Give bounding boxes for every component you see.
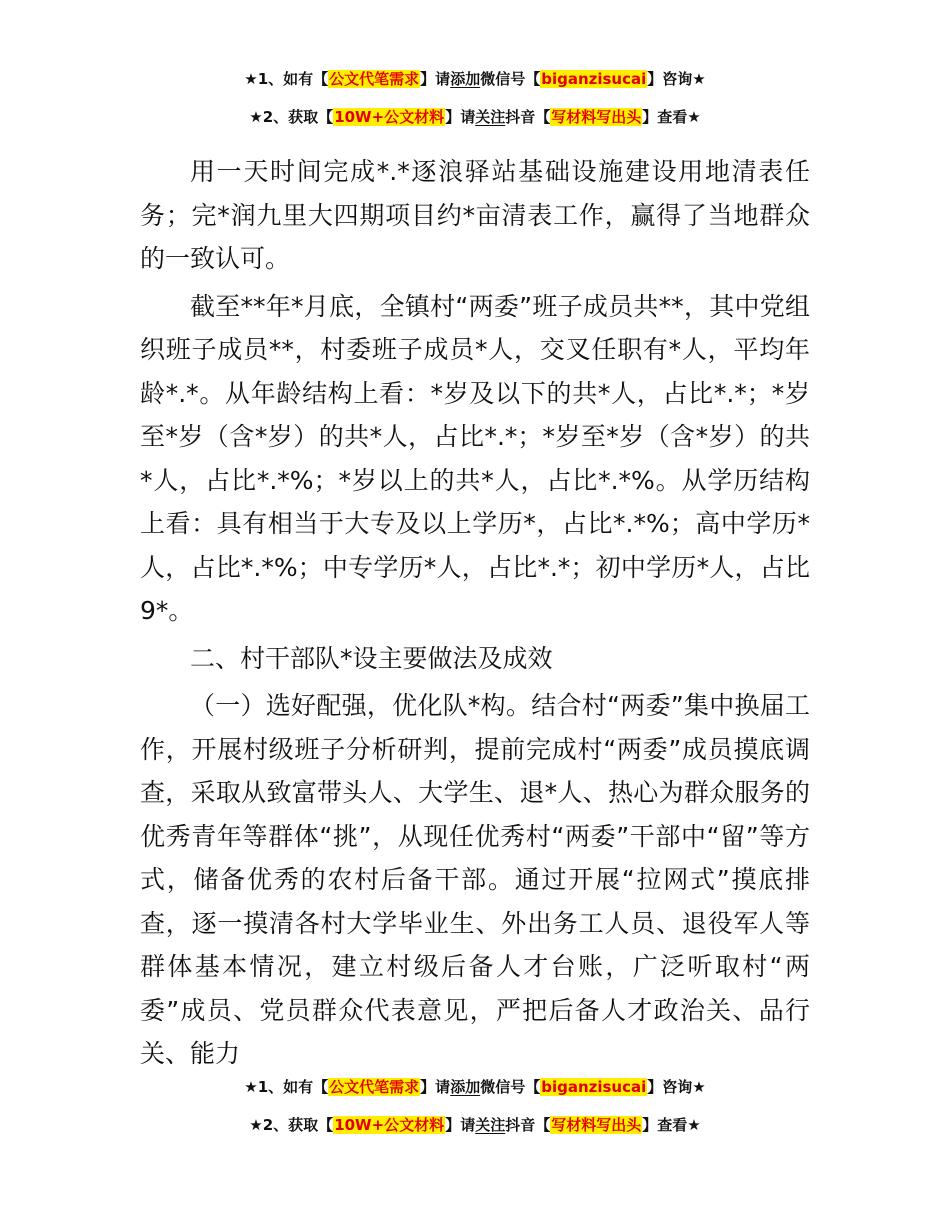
section-heading: 二、村干部队*设主要做法及成效 <box>190 643 553 673</box>
banner-emphasis: 添加 <box>450 70 481 88</box>
document-body <box>140 150 810 1080</box>
body-paragraph: （一）选好配强，优化队*构。结合村“两委”集中换届工作，开展村级班子分析研判，提前完成村“两委”成员摸底调查，采取从致富带头人、大学生、退*人、热心为群众服务的优秀青年等群体“挑”，从现任优秀村“两委”干部中“留”等方式，储备优秀的农村后备干部。通过开展“拉网式”摸底排查，逐一摸清各村大学毕业生、外出务工人员、退役军人等群体基本情况，建立村级后备人才台账，广泛听取村“两委”成员、党员群众代表意见，严把后备人才政治关、品行关、能力 <box>140 691 810 1068</box>
banner-suffix: 】咨询★ <box>647 70 706 88</box>
banner-highlight: 写材料写出头 <box>551 108 642 126</box>
banner-highlight: 公文代笔需求 <box>329 70 420 88</box>
banner-prefix: ★2、获取【 <box>249 1116 334 1134</box>
banner-highlight: biganzisucai <box>541 1078 647 1096</box>
banner-highlight: 写材料写出头 <box>551 1116 642 1134</box>
body-paragraph: 用一天时间完成*.*逐浪驿站基础设施建设用地清表任务；完*润九里大四期项目约*亩清表工作，赢得了当地群众的一致认可。 <box>140 157 810 273</box>
banner-text: 】请 <box>420 70 451 88</box>
banner-emphasis: 关注 <box>475 108 506 126</box>
banner-prefix: ★1、如有【 <box>244 70 329 88</box>
header-banner-line-1 <box>0 68 950 90</box>
banner-prefix: ★1、如有【 <box>244 1078 329 1096</box>
banner-text: 抖音【 <box>505 108 551 126</box>
banner-text: 微信号【 <box>480 1078 541 1096</box>
banner-highlight: 公文代笔需求 <box>329 1078 420 1096</box>
header-banner-line-2 <box>0 106 950 128</box>
body-paragraph: 截至**年*月底，全镇村“两委”班子成员共**，其中党组织班子成员**，村委班子成员*人，交叉任职有*人，平均年龄*.*。从年龄结构上看：*岁及以下的共*人，占比*.*；*岁至*岁（含*岁）的共*人，占比*.*；*岁至*岁（含*岁）的共*人，占比*.*%；*岁以上的共*人，占比*.*%。从学历结构上看：具有相当于大专及以上学历*，占比*.*%；高中学历*人，占比*.*%；中专学历*人，占比*.*；初中学历*人，占比9*。 <box>140 291 810 625</box>
banner-highlight: 10W+公文材料 <box>334 1116 445 1134</box>
footer-banner-line-1 <box>0 1076 950 1098</box>
banner-text: 微信号【 <box>480 70 541 88</box>
banner-text: 】请 <box>420 1078 451 1096</box>
banner-text: 抖音【 <box>505 1116 551 1134</box>
footer-banner-line-2 <box>0 1114 950 1136</box>
banner-text: 】请 <box>445 1116 476 1134</box>
banner-suffix: 】咨询★ <box>647 1078 706 1096</box>
banner-highlight: biganzisucai <box>541 70 647 88</box>
banner-suffix: 】查看★ <box>642 1116 701 1134</box>
banner-prefix: ★2、获取【 <box>249 108 334 126</box>
banner-emphasis: 关注 <box>475 1116 506 1134</box>
banner-emphasis: 添加 <box>450 1078 481 1096</box>
banner-text: 】请 <box>445 108 476 126</box>
banner-suffix: 】查看★ <box>642 108 701 126</box>
banner-highlight: 10W+公文材料 <box>334 108 445 126</box>
